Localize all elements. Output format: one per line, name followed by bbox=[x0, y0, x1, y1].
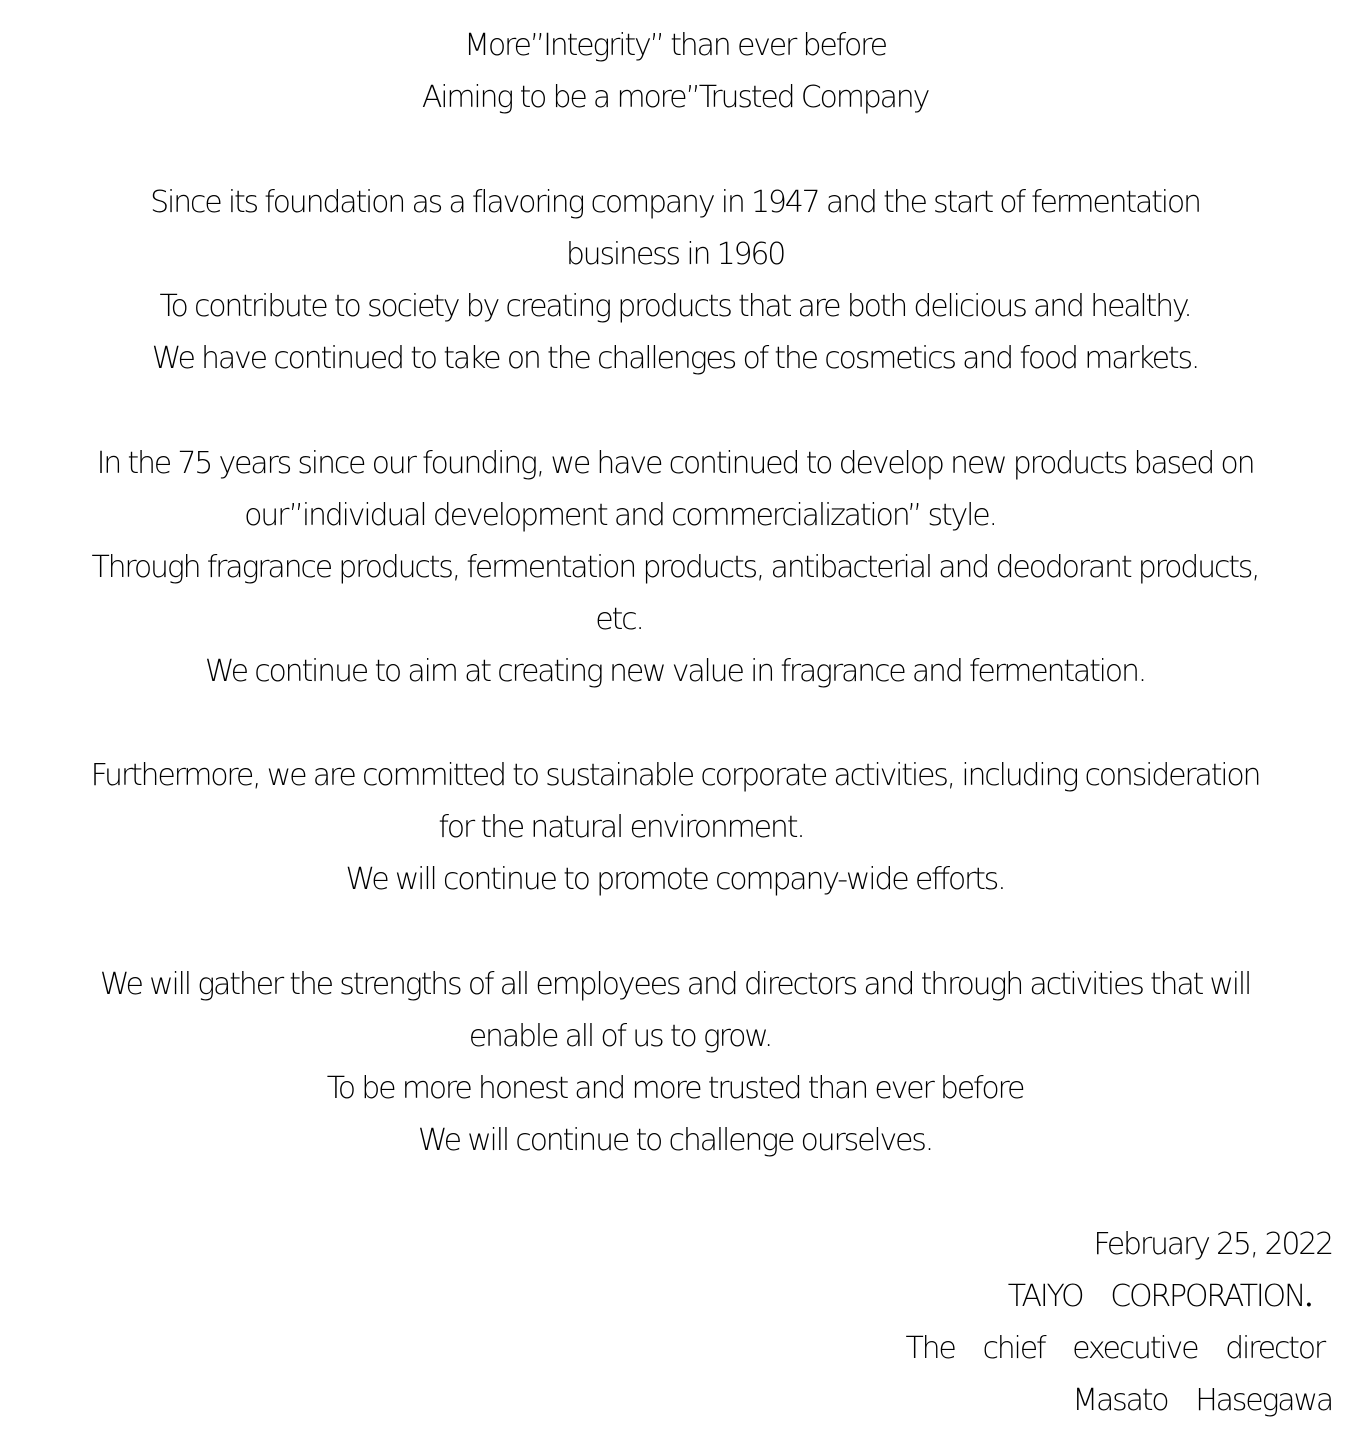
paragraph-1-line-3: To contribute to society by creating products that are both delicious and healthy. bbox=[159, 289, 1191, 324]
paragraph-3-line-1: Furthermore, we are committed to sustainable corporate activities, including consideration bbox=[90, 758, 1260, 793]
heading-line-2: Aiming to be a more”Trusted Company bbox=[421, 80, 929, 115]
paragraph-1-line-4: We have continued to take on the challenges of the cosmetics and food markets. bbox=[151, 341, 1199, 376]
paragraph-2-line-1: In the 75 years since our founding, we have continued to develop new products based on bbox=[96, 446, 1254, 481]
paragraph-1-line-1: Since its foundation as a flavoring company in 1947 and the start of fermentation bbox=[150, 185, 1200, 220]
signature-title: The chief executive director bbox=[905, 1331, 1324, 1366]
signature-name: Masato Hasegawa bbox=[1072, 1383, 1332, 1418]
paragraph-4-line-1: We will gather the strengths of all employees and directors and through activities that will bbox=[99, 967, 1251, 1002]
paragraph-2-line-2: our”individual development and commercialization” style. bbox=[244, 498, 996, 533]
paragraph-2-line-5: We continue to aim at creating new value in fragrance and fermentation. bbox=[204, 654, 1146, 689]
paragraph-4-line-4: We will continue to challenge ourselves. bbox=[417, 1123, 933, 1158]
signature-date: February 25, 2022 bbox=[1093, 1227, 1332, 1262]
paragraph-2-line-3: Through fragrance products, fermentation products, antibacterial and deodorant products, bbox=[91, 550, 1259, 585]
paragraph-4-line-3: To be more honest and more trusted than ever before bbox=[326, 1071, 1024, 1106]
paragraph-3-line-2: for the natural environment. bbox=[438, 810, 804, 845]
paragraph-1-line-2: business in 1960 bbox=[565, 237, 785, 272]
paragraph-4-line-2: enable all of us to grow. bbox=[468, 1019, 772, 1054]
paragraph-2-line-4: etc. bbox=[595, 602, 643, 637]
paragraph-3-line-3: We will continue to promote company-wide efforts. bbox=[345, 862, 1005, 897]
signature-company: TAIYO CORPORATION． bbox=[1007, 1279, 1332, 1314]
heading-line-1: More”Integrity” than ever before bbox=[464, 28, 886, 63]
